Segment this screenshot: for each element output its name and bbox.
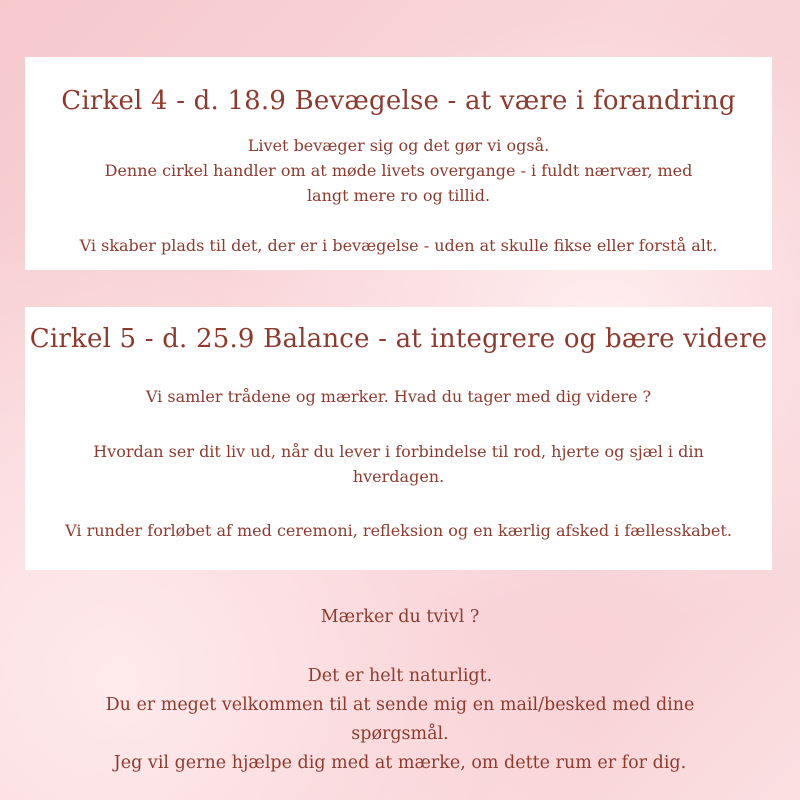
circle-4-card	[25, 57, 772, 270]
circle-5-title: Cirkel 5 - d. 25.9 Balance - at integrere og bære videre	[29, 324, 768, 354]
doubt-question: Mærker du tvivl ?	[320, 607, 480, 627]
circle-4-line-3: Vi skaber plads til det, der er i bevægelse - uden at skulle fikse eller forstå alt.	[79, 236, 718, 255]
spacer	[25, 409, 772, 439]
help-offer: Jeg vil gerne hjælpe dig med at mærke, om dette rum er for dig.	[113, 753, 687, 773]
circle-4-description	[25, 133, 772, 258]
circle-5-card	[25, 307, 772, 570]
circle-5-line-2: Hvordan ser dit liv ud, når du lever i forbindelse til rod, hjerte og sjæl i din hverdagen.	[93, 442, 704, 486]
circle-5-line-3: Vi runder forløbet af med ceremoni, refleksion og en kærlig afsked i fællesskabet.	[65, 521, 732, 540]
circle-4-line-2: Denne cirkel handler om at møde livets overgange - i fuldt nærvær, med langt mere ro og tillid.	[104, 161, 693, 205]
circle-5-line-1: Vi samler trådene og mærker. Hvad du tager med dig videre ?	[145, 387, 652, 406]
contact-invitation: Du er meget velkommen til at sende mig en mail/besked med dine spørgsmål.	[105, 695, 695, 744]
spacer	[25, 489, 772, 518]
circle-4-title: Cirkel 4 - d. 18.9 Bevægelse - at være i forandring	[61, 86, 736, 116]
spacer	[0, 632, 800, 662]
doubt-reassurance: Det er helt naturligt.	[307, 666, 493, 686]
doubt-section	[0, 603, 800, 778]
circle-4-line-1: Livet bevæger sig og det gør vi også.	[247, 136, 550, 155]
circle-5-description	[25, 384, 772, 543]
spacer	[25, 208, 772, 233]
